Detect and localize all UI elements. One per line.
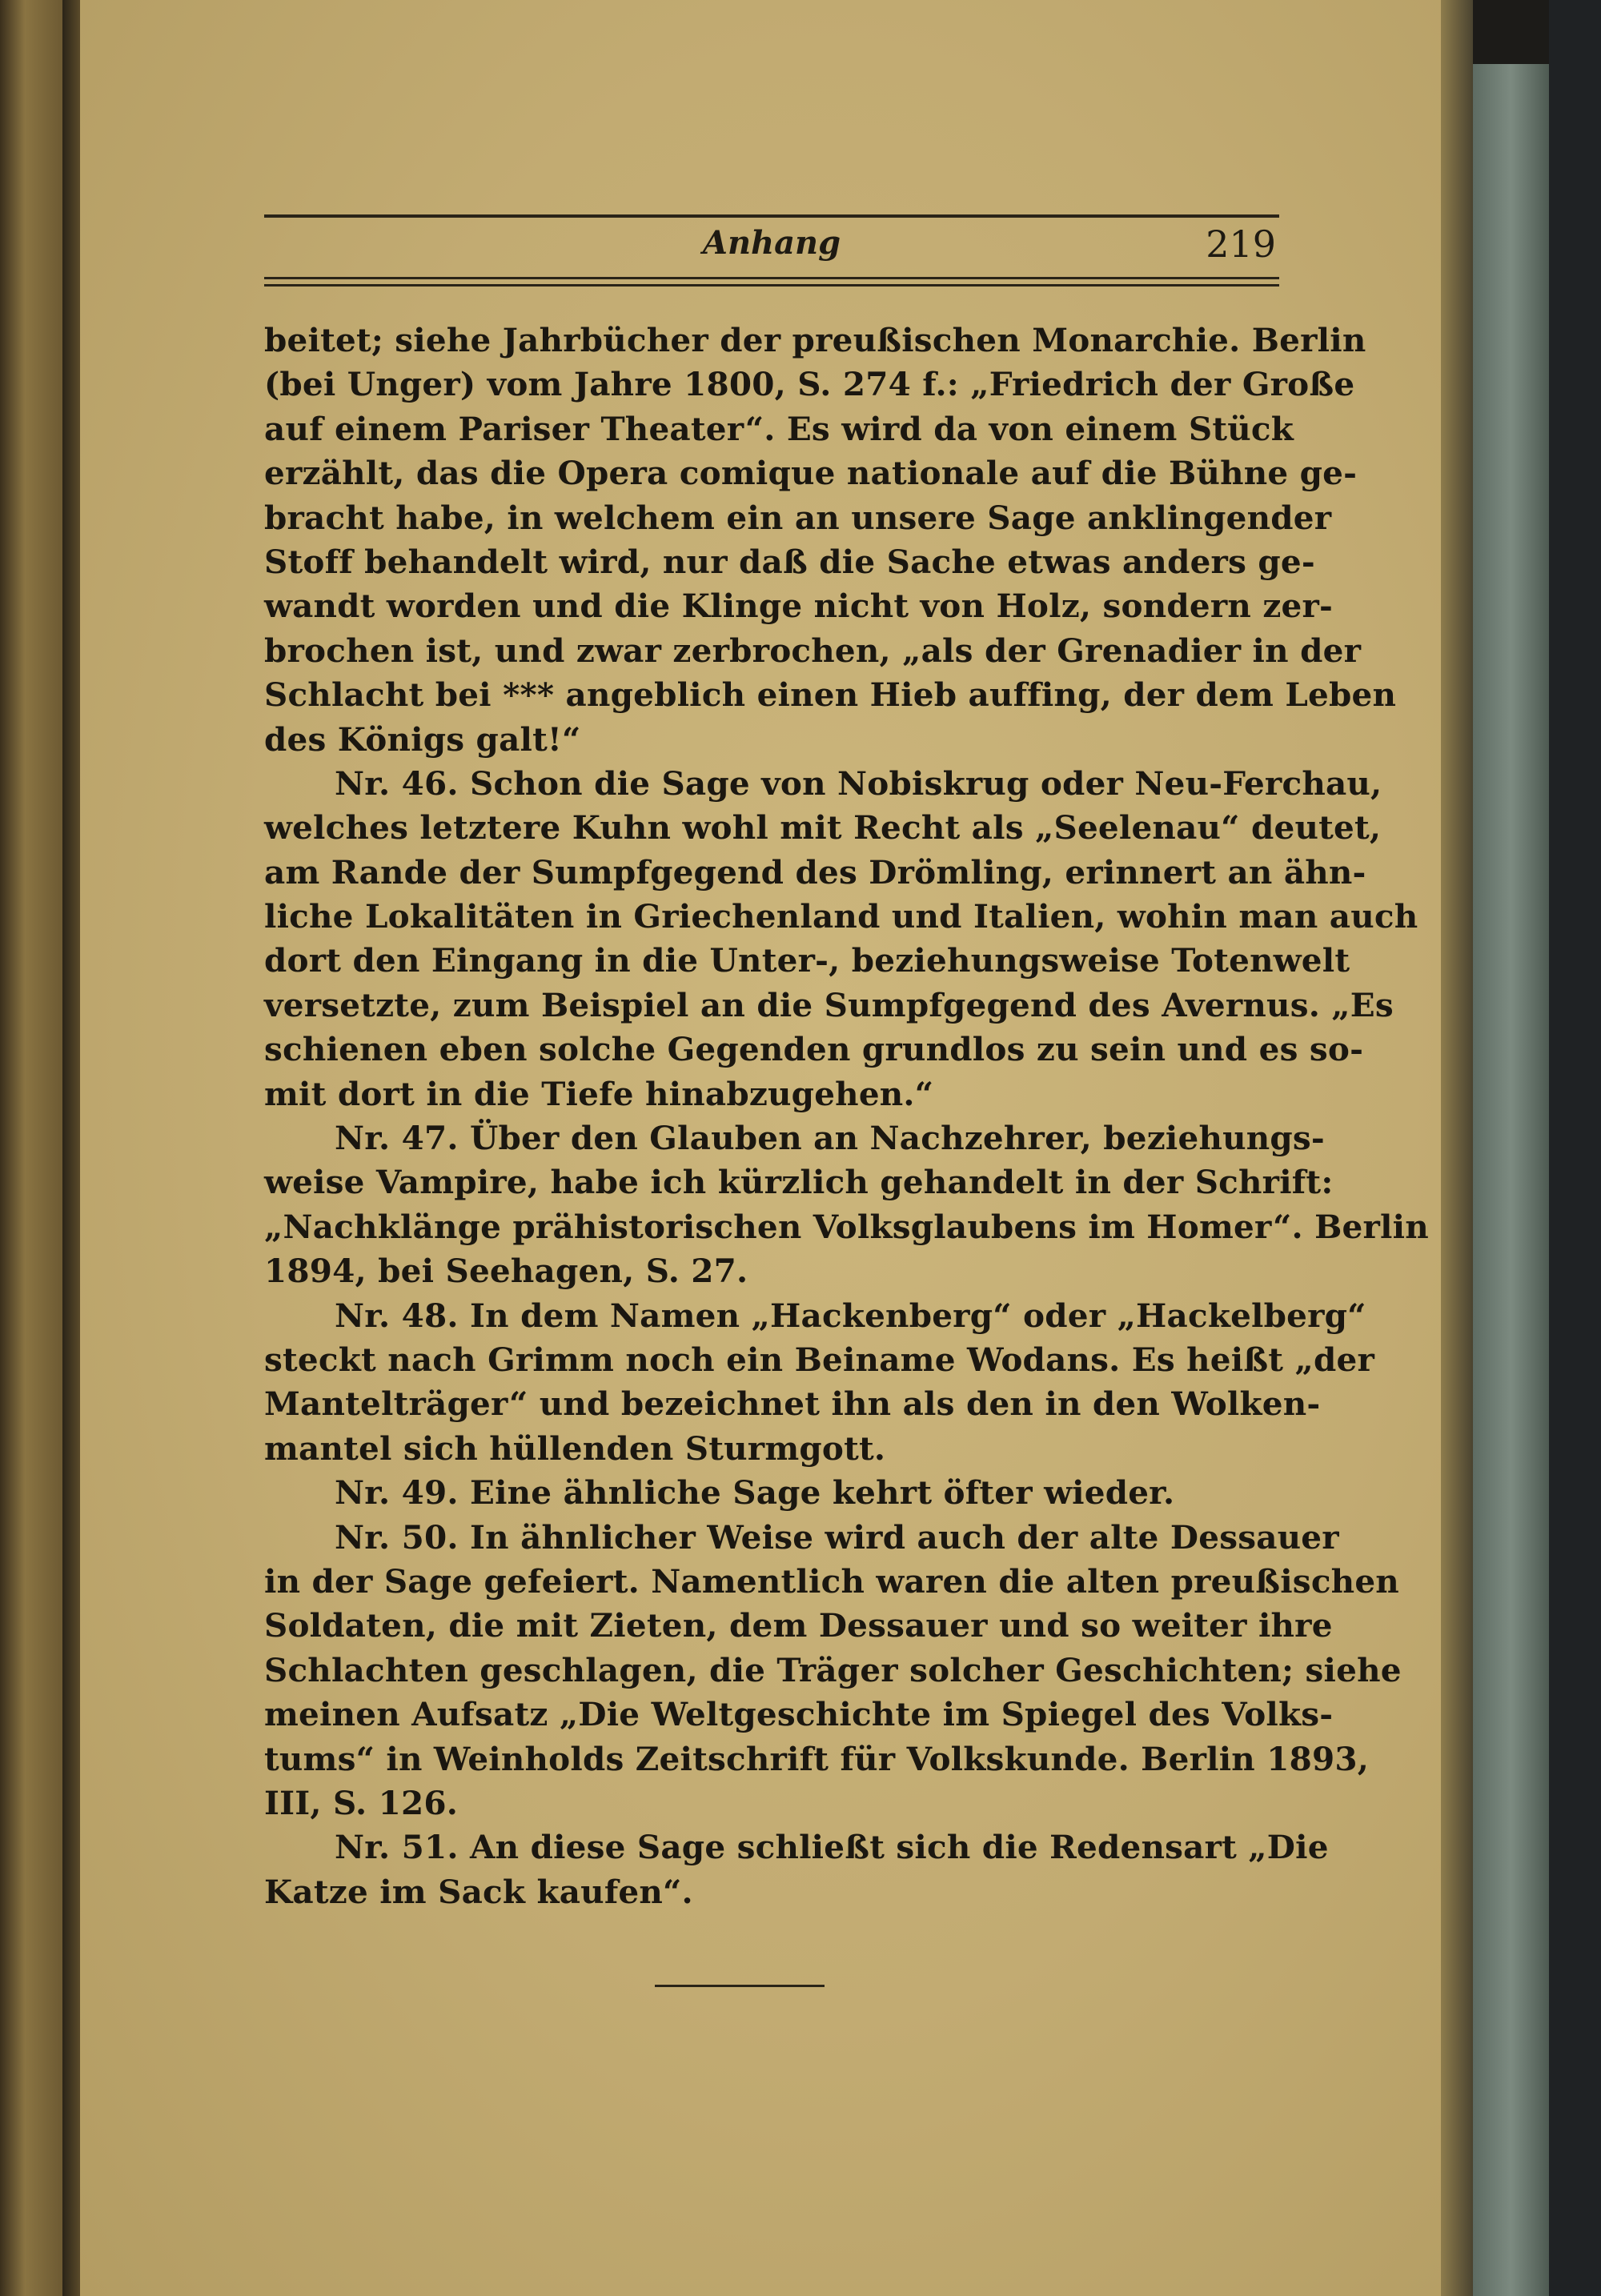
page-header (264, 222, 1279, 270)
text-line: des Königs galt!“ (264, 719, 581, 759)
text-line: mit dort in die Tiefe hinabzugehen.“ (264, 1074, 934, 1113)
header-rule-top (264, 214, 1279, 218)
text-line: Schlachten geschlagen, die Träger solcher Geschichten; siehe (264, 1650, 1402, 1689)
page-stack-edge (1441, 0, 1473, 2296)
text-line: tums“ in Weinholds Zeitschrift für Volkskunde. Berlin 1893, (264, 1739, 1370, 1778)
text-line: brochen ist, und zwar zerbrochen, „als der Grenadier in der (264, 631, 1362, 670)
text-line: beitet; siehe Jahrbücher der preußischen Monarchie. Berlin (264, 321, 1366, 359)
background-shadow (1549, 0, 1601, 2296)
text-line: Nr. 49. Eine ähnliche Sage kehrt öfter wieder. (335, 1473, 1175, 1513)
text-line: Nr. 47. Über den Glauben an Nachzehrer, beziehungs- (335, 1119, 1325, 1158)
text-line: „Nachklänge prähistorischen Volksglaubens im Homer“. Berlin (264, 1207, 1429, 1246)
text-line: (bei Unger) vom Jahre 1800, S. 274 f.: „Friedrich der Große (264, 365, 1355, 404)
text-line: mantel sich hüllenden Sturmgott. (264, 1428, 886, 1468)
text-line: meinen Aufsatz „Die Weltgeschichte im Spiegel des Volks- (264, 1695, 1334, 1734)
text-line: Mantelträger“ und bezeichnet ihn als den in den Wolken- (264, 1384, 1321, 1424)
text-line: Soldaten, die mit Zieten, dem Dessauer und so weiter ihre (264, 1606, 1333, 1645)
text-line: dort den Eingang in die Unter-, beziehungsweise Totenwelt (264, 941, 1350, 980)
previous-page-edge (0, 0, 62, 2296)
page-number: 219 (1206, 222, 1276, 266)
text-line: Nr. 48. In dem Namen „Hackenberg“ oder „Hackelberg“ (335, 1296, 1366, 1335)
text-line: III, S. 126. (264, 1783, 459, 1822)
body-text (264, 319, 1429, 1914)
text-line: erzählt, das die Opera comique nationale auf die Bühne ge- (264, 454, 1358, 493)
text-line: bracht habe, in welchem ein an unsere Sage anklingender (264, 498, 1332, 537)
text-line: welches letztere Kuhn wohl mit Recht als „Seelenau“ deutet, (264, 808, 1382, 847)
header-rule-double (264, 277, 1279, 286)
text-line: schienen eben solche Gegenden grundlos zu sein und es so- (264, 1030, 1364, 1069)
text-line: auf einem Pariser Theater“. Es wird da von einem Stück (264, 409, 1294, 448)
text-line: versetzte, zum Beispiel an die Sumpfgegend des Avernus. „Es (264, 985, 1394, 1024)
text-line: Stoff behandelt wird, nur daß die Sache etwas anders ge- (264, 542, 1315, 581)
text-line: steckt nach Grimm noch ein Beiname Wodans. Es heißt „der (264, 1340, 1375, 1379)
end-rule (655, 1985, 825, 1987)
text-line: Nr. 50. In ähnlicher Weise wird auch der alte Dessauer (335, 1517, 1339, 1557)
text-line: Katze im Sack kaufen“. (264, 1872, 693, 1911)
text-line: Nr. 51. An diese Sage schließt sich die Redensart „Die (335, 1828, 1329, 1867)
book-gutter (62, 0, 80, 2296)
running-title: Anhang (702, 224, 841, 262)
text-line: liche Lokalitäten in Griechenland und Italien, wohin man auch (264, 897, 1418, 936)
text-line: wandt worden und die Klinge nicht von Holz, sondern zer- (264, 587, 1334, 626)
text-line: weise Vampire, habe ich kürzlich gehandelt in der Schrift: (264, 1163, 1334, 1202)
text-line: am Rande der Sumpfgegend des Drömling, erinnert an ähn- (264, 852, 1366, 892)
text-line: Schlacht bei *** angeblich einen Hieb auffing, der dem Leben (264, 675, 1397, 715)
book-cover-edge (1473, 64, 1549, 2296)
text-line: in der Sage gefeiert. Namentlich waren die alten preußischen (264, 1561, 1399, 1601)
text-line: Nr. 46. Schon die Sage von Nobiskrug oder Neu-Ferchau, (335, 763, 1382, 803)
text-line: 1894, bei Seehagen, S. 27. (264, 1252, 748, 1291)
